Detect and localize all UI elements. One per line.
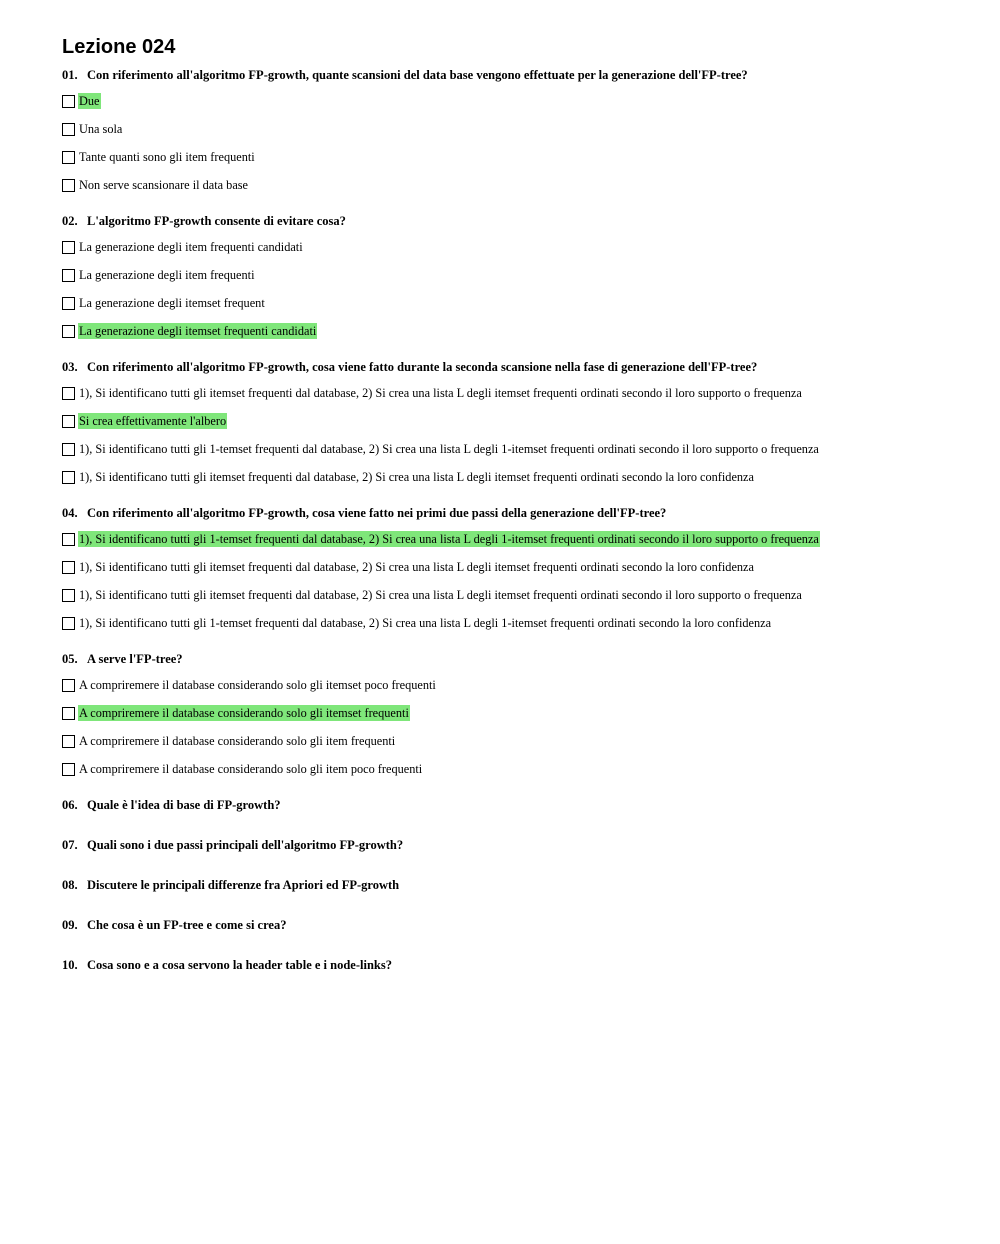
checkbox[interactable] (62, 735, 75, 748)
multiple-choice-questions (62, 67, 962, 778)
open-question-8 (62, 877, 962, 893)
question-4 (62, 505, 962, 632)
question-number: 07. (62, 838, 78, 852)
answer-option[interactable] (62, 294, 962, 312)
answer-option[interactable] (62, 704, 962, 722)
open-question-9 (62, 917, 962, 933)
question-label: Che cosa è un FP-tree e come si crea? (87, 918, 287, 932)
question-label: A serve l'FP-tree? (87, 652, 183, 666)
question-number: 06. (62, 798, 78, 812)
question-5 (62, 651, 962, 778)
checkbox[interactable] (62, 443, 75, 456)
checkbox[interactable] (62, 95, 75, 108)
question-label: Cosa sono e a cosa servono la header table e i node-links? (87, 958, 392, 972)
question-text (62, 359, 962, 375)
question-number: 02. (62, 214, 78, 228)
answer-option[interactable] (62, 148, 962, 166)
checkbox[interactable] (62, 679, 75, 692)
answer-label: A compriremere il database considerando solo gli item frequenti (79, 734, 396, 748)
answer-option[interactable] (62, 558, 962, 576)
checkbox[interactable] (62, 151, 75, 164)
checkbox[interactable] (62, 387, 75, 400)
answer-option[interactable] (62, 176, 962, 194)
answer-option[interactable] (62, 384, 962, 402)
question-label: Con riferimento all'algoritmo FP-growth, quante scansioni del data base vengono effettuate per la generazione dell'FP-tree? (87, 68, 748, 82)
checkbox[interactable] (62, 123, 75, 136)
open-question-10 (62, 957, 962, 973)
question-text (62, 505, 962, 521)
checkbox[interactable] (62, 763, 75, 776)
question-3 (62, 359, 962, 486)
checkbox[interactable] (62, 589, 75, 602)
answer-option[interactable] (62, 322, 962, 340)
checkbox[interactable] (62, 533, 75, 546)
correct-answer-label: A compriremere il database considerando solo gli itemset frequenti (79, 706, 409, 720)
answer-option[interactable] (62, 760, 962, 778)
answer-option[interactable] (62, 530, 962, 548)
question-text (62, 917, 962, 933)
answer-label: 1), Si identificano tutti gli itemset frequenti dal database, 2) Si crea una lista L degli itemset frequenti ordinati secondo il loro supporto o frequenza (79, 588, 802, 602)
answer-label: 1), Si identificano tutti gli 1-temset frequenti dal database, 2) Si crea una lista L degli 1-itemset frequenti ordinati secondo la loro confidenza (79, 616, 772, 630)
answer-label: 1), Si identificano tutti gli itemset frequenti dal database, 2) Si crea una lista L degli itemset frequenti ordinati secondo la loro confidenza (79, 560, 754, 574)
answer-option[interactable] (62, 412, 962, 430)
question-number: 10. (62, 958, 78, 972)
answer-label: 1), Si identificano tutti gli 1-temset frequenti dal database, 2) Si crea una lista L degli 1-itemset frequenti ordinati secondo il loro supporto o frequenza (79, 442, 819, 456)
correct-answer-label: Si crea effettivamente l'albero (79, 414, 227, 428)
checkbox[interactable] (62, 561, 75, 574)
checkbox[interactable] (62, 471, 75, 484)
question-number: 05. (62, 652, 78, 666)
question-text (62, 651, 962, 667)
answer-option[interactable] (62, 614, 962, 632)
question-text (62, 877, 962, 893)
document-page (62, 34, 962, 997)
question-label: Quale è l'idea di base di FP-growth? (87, 798, 281, 812)
question-label: L'algoritmo FP-growth consente di evitare cosa? (87, 214, 346, 228)
correct-answer-label: 1), Si identificano tutti gli 1-temset frequenti dal database, 2) Si crea una lista L degli 1-itemset frequenti ordinati secondo il loro supporto o frequenza (79, 532, 819, 546)
answer-option[interactable] (62, 586, 962, 604)
question-text (62, 213, 962, 229)
correct-answer-label: La generazione degli itemset frequenti candidati (79, 324, 317, 338)
answer-option[interactable] (62, 120, 962, 138)
checkbox[interactable] (62, 325, 75, 338)
open-question-6 (62, 797, 962, 813)
answer-option[interactable] (62, 266, 962, 284)
checkbox[interactable] (62, 707, 75, 720)
answer-option[interactable] (62, 92, 962, 110)
answer-label: 1), Si identificano tutti gli itemset frequenti dal database, 2) Si crea una lista L degli itemset frequenti ordinati secondo la loro confidenza (79, 470, 754, 484)
question-number: 01. (62, 68, 78, 82)
question-number: 04. (62, 506, 78, 520)
question-1 (62, 67, 962, 194)
checkbox[interactable] (62, 269, 75, 282)
checkbox[interactable] (62, 179, 75, 192)
answer-label: 1), Si identificano tutti gli itemset frequenti dal database, 2) Si crea una lista L degli itemset frequenti ordinati secondo il loro supporto o frequenza (79, 386, 802, 400)
checkbox[interactable] (62, 415, 75, 428)
question-label: Quali sono i due passi principali dell'algoritmo FP-growth? (87, 838, 404, 852)
lesson-title: Lezione 024 (62, 36, 176, 58)
question-number: 09. (62, 918, 78, 932)
answer-label: La generazione degli item frequenti (79, 268, 255, 282)
question-text (62, 837, 962, 853)
question-2 (62, 213, 962, 340)
question-text (62, 957, 962, 973)
question-number: 08. (62, 878, 78, 892)
answer-label: Tante quanti sono gli item frequenti (79, 150, 255, 164)
answer-label: La generazione degli item frequenti candidati (79, 240, 303, 254)
question-label: Con riferimento all'algoritmo FP-growth, cosa viene fatto nei primi due passi della generazione dell'FP-tree? (87, 506, 667, 520)
question-text (62, 67, 962, 83)
answer-option[interactable] (62, 440, 962, 458)
question-number: 03. (62, 360, 78, 374)
question-text (62, 797, 962, 813)
checkbox[interactable] (62, 297, 75, 310)
answer-option[interactable] (62, 676, 962, 694)
answer-label: A compriremere il database considerando solo gli itemset poco frequenti (79, 678, 436, 692)
answer-label: A compriremere il database considerando solo gli item poco frequenti (79, 762, 423, 776)
open-question-7 (62, 837, 962, 853)
answer-label: La generazione degli itemset frequent (79, 296, 265, 310)
question-label: Discutere le principali differenze fra Apriori ed FP-growth (87, 878, 400, 892)
answer-option[interactable] (62, 468, 962, 486)
question-label: Con riferimento all'algoritmo FP-growth, cosa viene fatto durante la seconda scansione nella fase di generazione dell'FP-tree? (87, 360, 758, 374)
answer-label: Una sola (79, 122, 123, 136)
open-questions (62, 797, 962, 973)
answer-option[interactable] (62, 238, 962, 256)
correct-answer-label: Due (79, 94, 100, 108)
checkbox[interactable] (62, 617, 75, 630)
answer-option[interactable] (62, 732, 962, 750)
checkbox[interactable] (62, 241, 75, 254)
answer-label: Non serve scansionare il data base (79, 178, 249, 192)
